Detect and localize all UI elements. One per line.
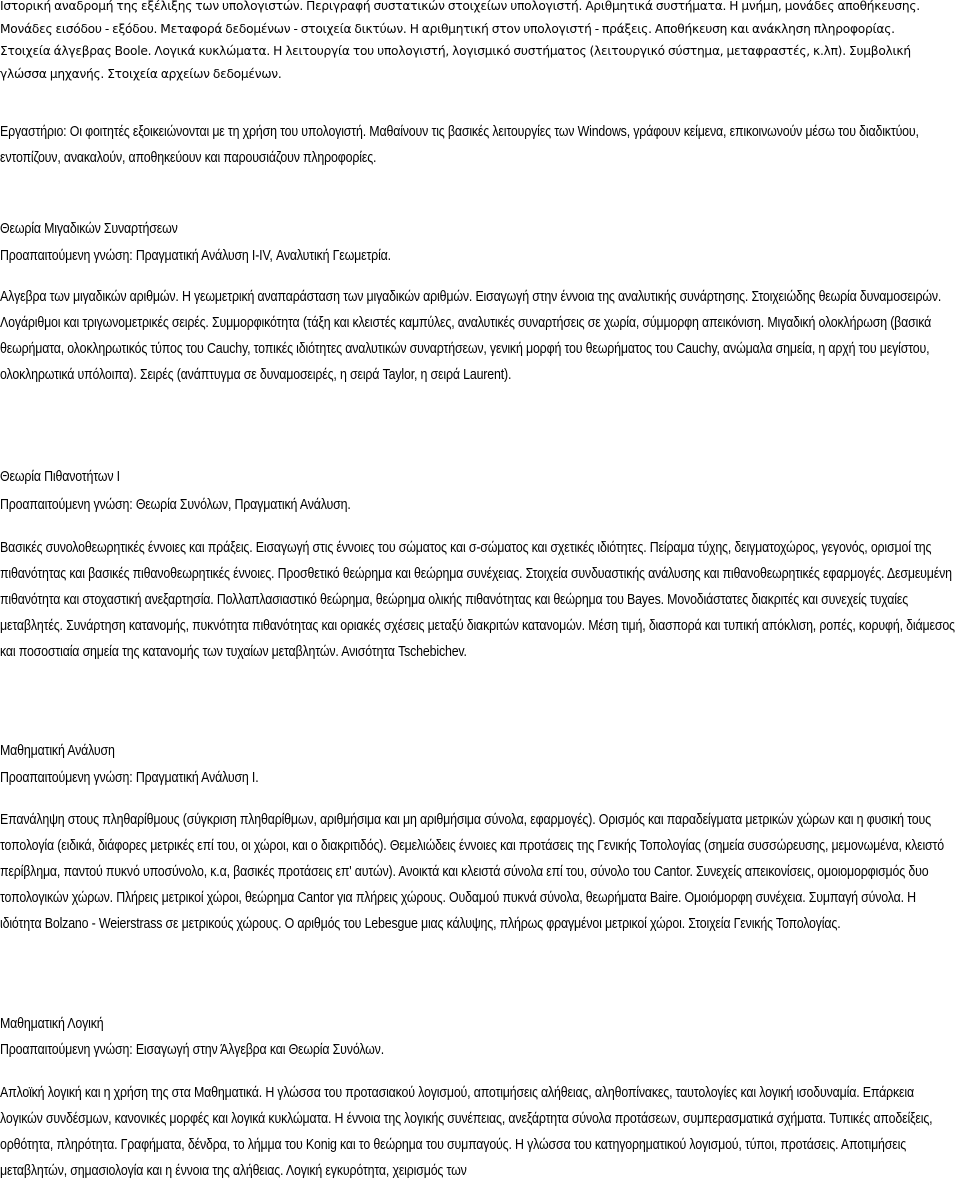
logic-course-description: Απλοϊκή λογική και η χρήση της στα Μαθηματικά. Η γλώσσα του προτασιακού λογισμού, αποτιμήσεις αλήθειας, αληθοπίνακες, ταυτολογίες και λογική ισοδυναμία. Επάρκεια λογικών συνδέσμων, κανονικές μορφές και λογικά κυκλώματα. Η έννοια της λογικής συνέπειας, ανεξάρτητα σύνολα προτάσεων, συμπερασματικά σχήματα. Τυπικές αποδείξεις, ορθότητα, πληρότητα. Γραφήματα, δένδρα, το λήμμα του Konig και το θεώρημα του συμπαγούς. Η γλώσσα του κατηγορηματικού λογισμού, τύποι, προτάσεις. Αποτιμήσεις μεταβλητών, σημασιολογία και η έννοια της αλήθειας. Λογική εγκυρότητα, χειρισμός των: [0, 1085, 933, 1179]
analysis-course-title: Μαθηματική Ανάλυση: [0, 743, 115, 759]
complex-course-title: Θεωρία Μιγαδικών Συναρτήσεων: [0, 221, 178, 237]
analysis-course-prerequisite: Προαπαιτούμενη γνώση: Πραγματική Ανάλυση I.: [0, 770, 259, 786]
lab-paragraph: Εργαστήριο: Οι φοιτητές εξοικειώνονται με τη χρήση του υπολογιστή. Μαθαίνουν τις βασικές λειτουργίες των Windows, γράφουν κείμενα, επικοινωνούν μέσω του διαδικτύου, εντοπίζουν, ανακαλούν, αποθηκεύουν και παρουσιάζουν πληροφορίες.: [0, 124, 919, 166]
logic-course-prerequisite: Προαπαιτούμενη γνώση: Εισαγωγή στην Άλγεβρα και Θεωρία Συνόλων.: [0, 1042, 384, 1058]
probability-course-prerequisite: Προαπαιτούμενη γνώση: Θεωρία Συνόλων, Πραγματική Ανάλυση.: [0, 497, 351, 513]
complex-course-prerequisite: Προαπαιτούμενη γνώση: Πραγματική Ανάλυση I-IV, Αναλυτική Γεωμετρία.: [0, 248, 391, 264]
logic-course-title: Μαθηματική Λογική: [0, 1016, 104, 1032]
complex-course-description: Αλγεβρα των μιγαδικών αριθμών. Η γεωμετρική αναπαράσταση των μιγαδικών αριθμών. Εισαγωγή στην έννοια της αναλυτικής συνάρτησης. Στοιχειώδης θεωρία δυναμοσειρών. Λογάριθμοι και τριγωνομετρικές σειρές. Συμμορφικότητα (τάξη και κλειστές καμπύλες, αναλυτικές συναρτήσεις σε χωρία, σύμμορφη απεικόνιση. Μιγαδική ολοκλήρωση (βασικά θεωρήματα, ολοκληρωτικός τύπος του Cauchy, τοπικές ιδιότητες αναλυτικών συναρτήσεων, γενική μορφή του θεωρήματος του Cauchy, ανώμαλα σημεία, η αρχή του μεγίστου, ολοκληρωτικά υπόλοιπα). Σειρές (ανάπτυγμα σε δυναμοσειρές, η σειρά Taylor, η σειρά Laurent).: [0, 289, 942, 383]
intro-paragraph: Ιστορική αναδρομή της εξέλιξης των υπολογιστών. Περιγραφή συστατικών στοιχείων υπολογιστή. Αριθμητικά συστήματα. Η μνήμη, μονάδες αποθήκευσης. Μονάδες εισόδου - εξόδου. Μεταφορά δεδομένων - στοιχεία δικτύων. Η αριθμητική στον υπολογιστή - πράξεις. Αποθήκευση και ανάκληση πληροφορίας. Στοιχεία άλγεβρας Boole. Λογικά κυκλώματα. Η λειτουργία του υπολογιστή, λογισμικό συστήματος (λειτουργικό σύστημα, μεταφραστές, κ.λπ). Συμβολική γλώσσα μηχανής. Στοιχεία αρχείων δεδομένων.: [0, 0, 920, 81]
probability-course-title: Θεωρία Πιθανοτήτων I: [0, 469, 120, 485]
analysis-course-description: Επανάληψη στους πληθαρίθμους (σύγκριση πληθαρίθμων, αριθμήσιμα και μη αριθμήσιμα σύνολα, εφαρμογές). Ορισμός και παραδείγματα μετρικών χώρων και η φυσική τους τοπολογία (ειδικά, διάφορες μετρικές επί του, οι χώροι, και ο διακριτιδός). Θεμελιώδεις έννοιες και προτάσεις της Γενικής Τοπολογίας (σημεία συσσώρευσης, μεμονωμένα, κλειστό περίβλημα, παντού πυκνό υποσύνολο, κ.α, βασικές προτάσεις επ' αυτών). Ανοικτά και κλειστά σύνολα επί του, σύνολο του Cantor. Συνεχείς απεικονίσεις, ομοιομορφισμός δυο τοπολογικών χώρων. Πλήρεις μετρικοί χώροι, θεώρημα Cantor για πλήρεις χώρους. Ουδαμού πυκνά σύνολα, θεωρήματα Baire. Ομοιόμορφη συνέχεια. Συμπαγή σύνολα. Η ιδιότητα Bolzano - Weierstrass σε μετρικούς χώρους. Ο αριθμός του Lebesgue μιας κάλυψης, πλήρως φραγμένοι μετρικοί χώροι. Στοιχεία Γενικής Τοπολογίας.: [0, 812, 944, 932]
probability-course-description: Βασικές συνολοθεωρητικές έννοιες και πράξεις. Εισαγωγή στις έννοιες του σώματος και σ-σώματος και σχετικές ιδιότητες. Πείραμα τύχης, δειγματοχώρος, γεγονός, ορισμοί της πιθανότητας και βασικές πιθανοθεωρητικές έννοιες. Προσθετικό θεώρημα και θεώρημα συνέχειας. Στοιχεία συνδυαστικής ανάλυσης και πιθανοθεωρητικές εφαρμογές. Δεσμευμένη πιθανότητα και στοχαστική ανεξαρτησία. Πολλαπλασιαστικό θεώρημα, θεώρημα ολικής πιθανότητας και θεώρημα του Bayes. Μονοδιάστατες διακριτές και συνεχείς τυχαίες μεταβλητές. Συνάρτηση κατανομής, πυκνότητα πιθανότητας και οριακές σχέσεις μεταξύ διακριτών κατανομών. Μέση τιμή, διασπορά και τυπική απόκλιση, ροπές, κορυφή, διάμεσος και ποσοστιαία σημεία της κατανομής των τυχαίων μεταβλητών. Ανισότητα Tschebichev.: [0, 540, 955, 660]
